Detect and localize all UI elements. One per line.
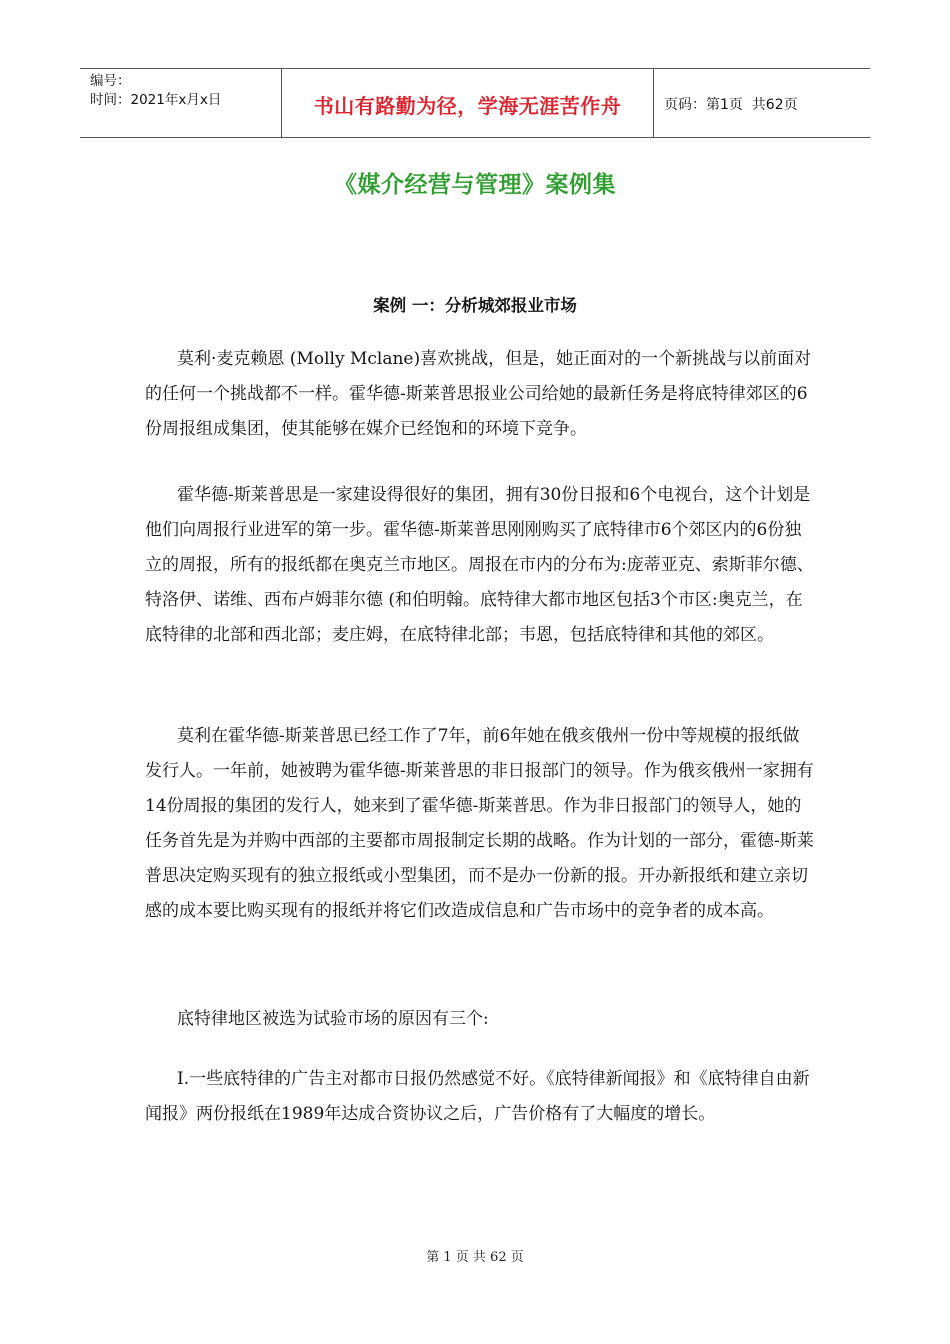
- page-footer: 第 1 页 共 62 页: [426, 1250, 524, 1265]
- motto-text: 书山有路勤为径，学海无涯苦作舟: [313, 93, 622, 118]
- paragraph: 霍华德-斯莱普思是一家建设得很好的集团，拥有30份日报和6个电视台，这个计划是他们向周报行业进军的第一步。霍华德-斯莱普思刚刚购买了底特律市6个郊区内的6份独立的周报，所有的报纸都在奥克兰市地区。周报在市内的分布为:庞蒂亚克、索斯菲尔德、特洛伊、诺维、西布卢姆菲尔德 (和伯明翰。底特律大都市地区包括3个市区:奥克兰，在底特律的北部和西北部；麦庄姆，在底特律北部；韦恩，包括底特律和其他的郊区。: [145, 485, 814, 645]
- header-table: [80, 68, 870, 138]
- date-label: 时间：2021年x月x日: [90, 92, 222, 108]
- page-info: 页码：第1页 共62页: [664, 97, 798, 113]
- paragraph: 莫利·麦克赖恩 (Molly Mclane)喜欢挑战，但是，她正面对的一个新挑战与以前面对的任何一个挑战都不一样。霍华德-斯莱普思报业公司给她的最新任务是将底特律郊区的6份周报组成集团，使其能够在媒介已经饱和的环境下竞争。: [145, 349, 812, 439]
- header-meta-cell: [80, 69, 282, 137]
- paragraph: I.一些底特律的广告主对都市日报仍然感觉不好。《底特律新闻报》和《底特律自由新闻报》两份报纸在1989年达成合资协议之后，广告价格有了大幅度的增长。: [145, 1069, 810, 1124]
- case-heading: 案例 一：分析城郊报业市场: [373, 296, 577, 315]
- header-page-cell: [654, 69, 870, 137]
- paragraph: 底特律地区被选为试验市场的原因有三个:: [177, 1009, 489, 1029]
- paragraph: 莫利在霍华德-斯莱普思已经工作了7年，前6年她在俄亥俄州一份中等规模的报纸做发行人。一年前，她被聘为霍华德-斯莱普思的非日报部门的领导。作为俄亥俄州一家拥有14份周报的集团的发行人，她来到了霍华德-斯莱普思。作为非日报部门的领导人，她的任务首先是为并购中西部的主要都市周报制定长期的战略。作为计划的一部分，霍德-斯莱普思决定购买现有的独立报纸或小型集团，而不是办一份新的报。开办新报纸和建立亲切感的成本要比购买现有的报纸并将它们改造成信息和广告市场中的竞争者的成本高。: [145, 726, 814, 921]
- header-motto-cell: [282, 69, 654, 137]
- document-title: 《媒介经营与管理》案例集: [334, 172, 616, 198]
- number-label: 编号：: [90, 73, 131, 89]
